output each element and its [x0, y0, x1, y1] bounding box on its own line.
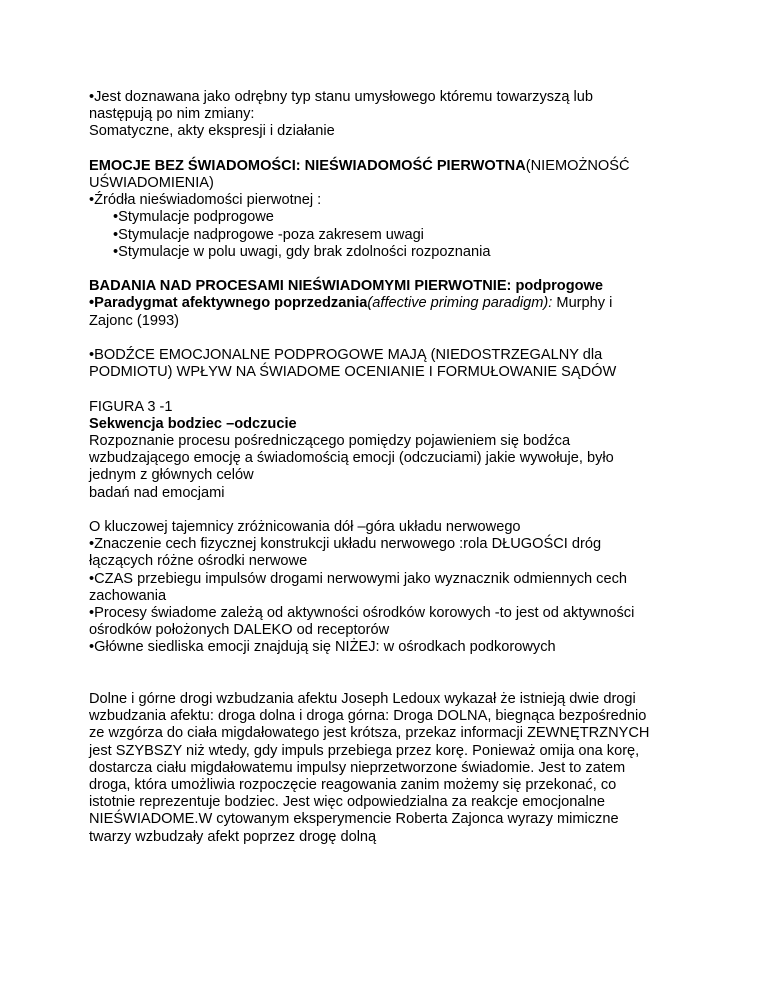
section-heading-unconscious	[89, 158, 689, 175]
paradigm-bold: •Paradygmat afektywnego poprzedzania	[89, 295, 368, 312]
nervous-system-line: ośrodków położonych DALEKO od receptorów	[89, 622, 390, 639]
ledoux-paragraph-line: dostarcza ciału migdałowatemu impulsy nieprzetworzone świadomie. Jest to zatem	[89, 759, 626, 776]
figure-label: FIGURA 3 -1	[89, 398, 173, 415]
paradigm-italic: (affective priming paradigm):	[367, 295, 553, 312]
sequence-heading	[89, 416, 689, 433]
document-page	[89, 89, 689, 846]
nervous-system-line: zachowania	[89, 587, 167, 604]
ledoux-paragraph-line: twarzy wzbudzały afekt poprzez drogę dolną	[89, 828, 377, 845]
list-item: •Stymulacje w polu uwagi, gdy brak zdolności rozpoznania	[113, 243, 491, 260]
paradigm-line-2: Zajonc (1993)	[89, 312, 180, 329]
ledoux-paragraph-line: droga, która umożliwia rozpoczęcie reagowania zanim możemy się przekonać, co	[89, 777, 617, 794]
section-heading-research	[89, 278, 689, 295]
nervous-system-line: •Znaczenie cech fizycznej konstrukcji układu nerwowego :rola DŁUGOŚCI dróg	[89, 536, 602, 553]
heading-rest-part: (NIEMOŻNOŚĆ	[525, 157, 630, 174]
ledoux-paragraph-line: wzbudzania afektu: droga dolna i droga górna: Droga DOLNA, biegnąca bezpośrednio	[89, 708, 647, 725]
caps-statement-line-2: PODMIOTU) WPŁYW NA ŚWIADOME OCENIANIE I FORMUŁOWANIE SĄDÓW	[89, 364, 617, 381]
ledoux-paragraph-line: Dolne i górne drogi wzbudzania afektu Joseph Ledoux wykazał że istnieją dwie drogi	[89, 691, 636, 708]
ledoux-paragraph-line: jest SZYBSZY niż wtedy, gdy impuls przebiega przez korę. Ponieważ omija ona korę,	[89, 742, 640, 759]
nervous-system-line: łączących różne ośrodki nerwowe	[89, 553, 308, 570]
nervous-system-line: O kluczowej tajemnicy zróżnicowania dół –góra układu nerwowego	[89, 519, 521, 535]
sequence-paragraph-line: badań nad emocjami	[89, 484, 225, 501]
ledoux-paragraph-line: ze wzgórza do ciała migdałowatego jest krótsza, przekaz informacji ZEWNĘTRZNYCH	[89, 725, 650, 742]
caps-statement-line-1: •BODŹCE EMOCJONALNE PODPROGOWE MAJĄ (NIEDOSTRZEGALNY dla	[89, 347, 603, 363]
paradigm-rest: Murphy i	[552, 295, 613, 312]
intro-line-2: następują po nim zmiany:	[89, 106, 255, 123]
nervous-system-line: •Główne siedliska emocji znajdują się NIŻEJ: w ośrodkach podkorowych	[89, 639, 556, 656]
sequence-paragraph-line: wzbudzającego emocję a świadomością emocji (odczuciami) jakie wywołuje, było	[89, 450, 614, 467]
ledoux-paragraph-line: istotnie reprezentuje bodziec. Jest więc odpowiedzialna za reakcje emocjonalne	[89, 794, 605, 811]
ledoux-paragraph-line: NIEŚWIADOME.W cytowanym eksperymencie Roberta Zajonca wyrazy mimiczne	[89, 811, 619, 828]
sequence-heading-text: Sekwencja bodziec –odczucie	[89, 415, 297, 432]
research-heading-text: BADANIA NAD PROCESAMI NIEŚWIADOMYMI PIERWOTNIE: podprogowe	[89, 278, 604, 295]
section-heading-unconscious-line-2: UŚWIADOMIENIA)	[89, 175, 214, 191]
nervous-system-line: •Procesy świadome zależą od aktywności ośrodków korowych -to jest od aktywności	[89, 605, 635, 622]
paradigm-line	[89, 295, 689, 312]
sources-line: •Źródła nieświadomości pierwotnej :	[89, 192, 322, 209]
sequence-paragraph-line: jednym z głównych celów	[89, 467, 254, 484]
intro-line-3: Somatyczne, akty ekspresji i działanie	[89, 123, 335, 140]
nervous-system-line: •CZAS przebiegu impulsów drogami nerwowymi jako wyznacznik odmiennych cech	[89, 570, 628, 587]
intro-line-1: •Jest doznawana jako odrębny typ stanu umysłowego któremu towarzyszą lub	[89, 89, 593, 105]
sequence-paragraph-line: Rozpoznanie procesu pośredniczącego pomiędzy pojawieniem się bodźca	[89, 433, 571, 449]
heading-bold-part: EMOCJE BEZ ŚWIADOMOŚCI: NIEŚWIADOMOŚĆ PIERWOTNA	[89, 157, 526, 174]
list-item: •Stymulacje podprogowe	[113, 209, 274, 226]
list-item: •Stymulacje nadprogowe -poza zakresem uwagi	[113, 226, 424, 243]
